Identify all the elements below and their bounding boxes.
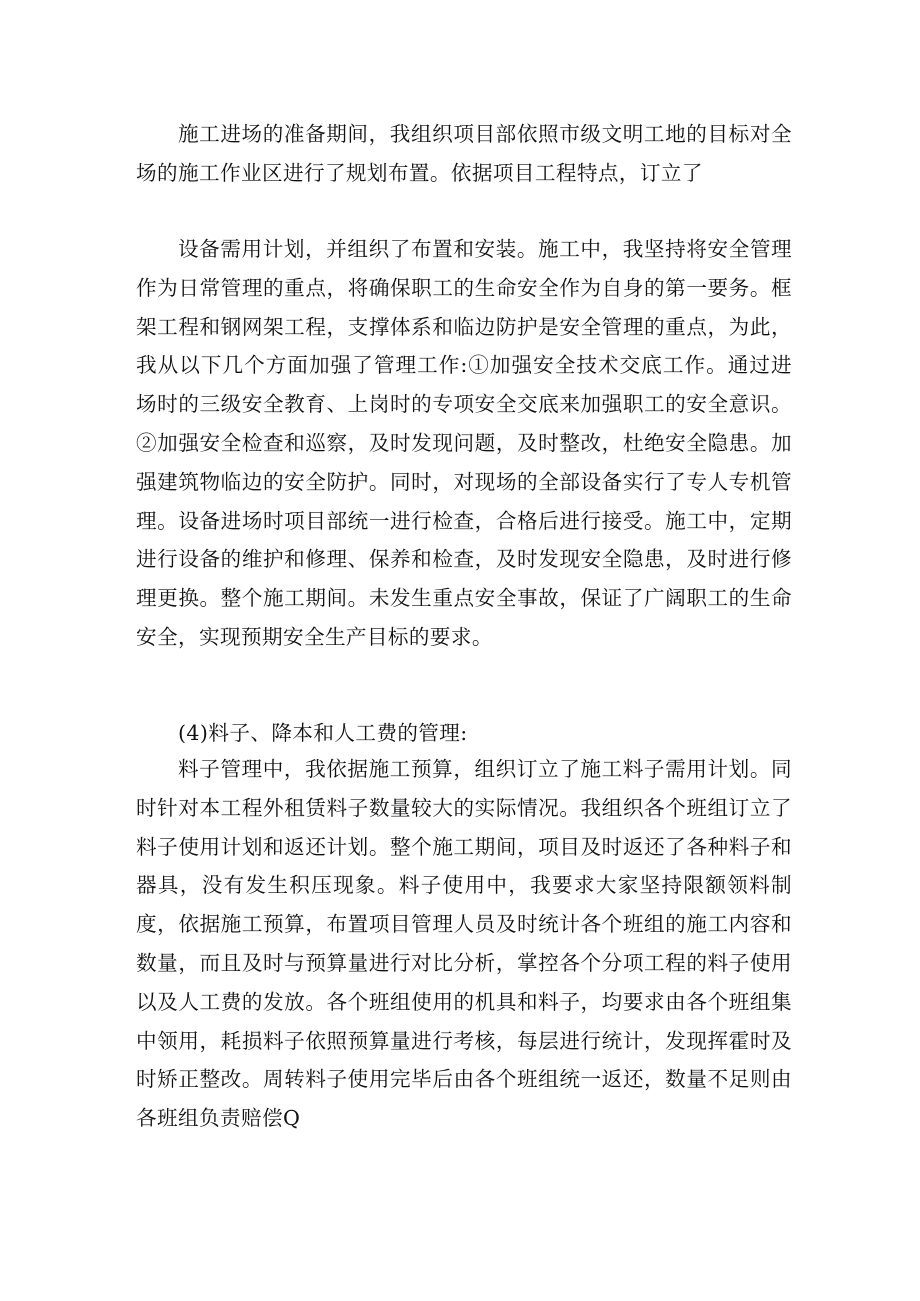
paragraph-site-preparation: 施工进场的准备期间，我组织项目部依照市级文明工地的目标对全场的施工作业区进行了规划布置。依据项目工程特点，订立了	[136, 122, 792, 185]
section-heading-materials: (4)料子、降本和人工费的管理:	[178, 721, 468, 745]
paragraph-safety-management: 设备需用计划，并组织了布置和安装。施工中，我坚持将安全管理作为日常管理的重点，将确保职工的生命安全作为自身的第一要务。框架工程和钢网架工程，支撑体系和临边防护是安全管理的重点，为此，我从以下几个方面加强了管理工作:①加强安全技术交底工作。通过进场时的三级安全教育、上岗时的专项安全交底来加强职工的安全意识。②加强安全检查和巡察，及时发现问题，及时整改，杜绝安全隐患。加强建筑物临边的安全防护。同时，对现场的全部设备实行了专人专机管理。设备进场时项目部统一进行检查，合格后进行接受。施工中，定期进行设备的维护和修理、保养和检查，及时发现安全隐患，及时进行修理更换。整个施工期间。未发生重点安全事故，保证了广阔职工的生命安全，实现预期安全生产目标的要求。	[136, 237, 792, 649]
paragraph-materials-management: 料子管理中，我依据施工预算，组织订立了施工料子需用计划。同时针对本工程外租赁料子数量较大的实际情况。我组织各个班组订立了料子使用计划和返还计划。整个施工期间，项目及时返还了各种料子和器具，没有发生积压现象。料子使用中，我要求大家坚持限额领料制度，依据施工预算，布置项目管理人员及时统计各个班组的施工内容和数量，而且及时与预算量进行对比分析，掌控各个分项工程的料子使用以及人工费的发放。各个班组使用的机具和料子，均要求由各个班组集中领用，耗损料子依照预算量进行考核，每层进行统计，发现挥霍时及时矫正整改。周转料子使用完毕后由各个班组统一返还，数量不足则由各班组负责赔偿Q	[136, 757, 792, 1131]
